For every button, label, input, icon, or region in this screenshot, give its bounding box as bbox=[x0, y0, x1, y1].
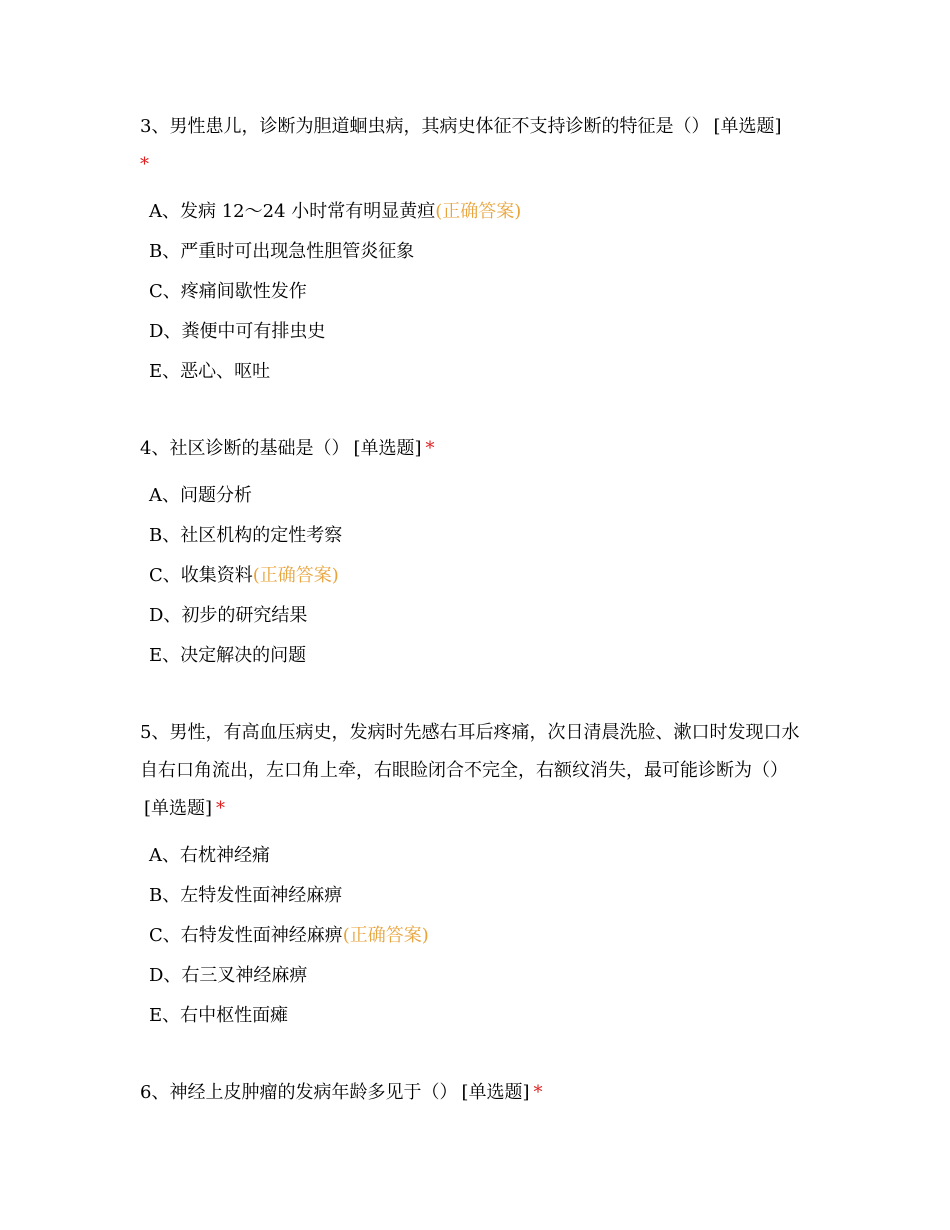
option-d[interactable] bbox=[140, 312, 805, 352]
question-text: 神经上皮肿瘤的发病年龄多见于（） bbox=[169, 1082, 458, 1103]
option-text: 左特发性面神经麻痹 bbox=[180, 885, 343, 906]
required-mark: * bbox=[140, 154, 149, 175]
option-c[interactable] bbox=[140, 556, 805, 596]
required-mark: * bbox=[533, 1082, 543, 1103]
option-text: 右中枢性面瘫 bbox=[180, 1005, 289, 1026]
option-text: 发病 12～24 小时常有明显黄疸 bbox=[180, 201, 436, 222]
option-text: 初步的研究结果 bbox=[181, 605, 308, 626]
option-c[interactable] bbox=[140, 272, 805, 312]
option-c[interactable] bbox=[140, 916, 805, 956]
option-list bbox=[140, 192, 805, 392]
question-number: 5、 bbox=[140, 722, 170, 743]
question-type-label: [单选题] bbox=[144, 798, 213, 819]
option-text: 决定解决的问题 bbox=[180, 645, 307, 666]
option-e[interactable] bbox=[140, 996, 805, 1036]
option-text: 问题分析 bbox=[180, 485, 252, 506]
option-text: 社区机构的定性考察 bbox=[180, 525, 343, 546]
question-stem bbox=[140, 714, 805, 828]
option-list bbox=[140, 476, 805, 676]
option-letter: A、 bbox=[149, 485, 180, 506]
option-e[interactable] bbox=[140, 352, 805, 392]
option-letter: C、 bbox=[149, 565, 181, 586]
option-e[interactable] bbox=[140, 636, 805, 676]
option-letter: B、 bbox=[149, 241, 181, 262]
option-letter: E、 bbox=[149, 1005, 181, 1026]
correct-answer-tag: (正确答案) bbox=[435, 201, 522, 222]
option-text: 疼痛间歇性发作 bbox=[180, 281, 307, 302]
option-d[interactable] bbox=[140, 596, 805, 636]
option-text: 右特发性面神经麻痹 bbox=[180, 925, 343, 946]
option-b[interactable] bbox=[140, 876, 805, 916]
question-stem bbox=[140, 108, 805, 184]
option-text: 右枕神经痛 bbox=[180, 845, 270, 866]
option-a[interactable] bbox=[140, 476, 805, 516]
option-text: 粪便中可有排虫史 bbox=[181, 321, 326, 342]
option-a[interactable] bbox=[140, 836, 805, 876]
option-text: 右三叉神经麻痹 bbox=[181, 965, 308, 986]
question-5 bbox=[140, 714, 805, 1036]
option-a[interactable] bbox=[140, 192, 805, 232]
question-type-label: [单选题] bbox=[353, 438, 422, 459]
question-text: 男性患儿，诊断为胆道蛔虫病，其病史体征不支持诊断的特征是（） bbox=[169, 116, 710, 137]
question-text: 男性，有高血压病史，发病时先感右耳后疼痛，次日清晨洗脸、漱口时发现口水自右口角流出，左口角上牵，右眼睑闭合不完全，右额纹消失，最可能诊断为（） bbox=[140, 722, 800, 781]
option-letter: C、 bbox=[149, 925, 181, 946]
option-text: 严重时可出现急性胆管炎征象 bbox=[180, 241, 415, 262]
option-b[interactable] bbox=[140, 232, 805, 272]
option-letter: C、 bbox=[149, 281, 181, 302]
option-letter: E、 bbox=[149, 361, 181, 382]
question-type-label: [单选题] bbox=[461, 1082, 530, 1103]
option-letter: D、 bbox=[149, 965, 182, 986]
question-number: 4、 bbox=[140, 438, 170, 459]
required-mark: * bbox=[216, 798, 226, 819]
correct-answer-tag: (正确答案) bbox=[252, 565, 339, 586]
option-letter: D、 bbox=[149, 321, 182, 342]
question-number: 3、 bbox=[140, 116, 170, 137]
question-6 bbox=[140, 1074, 805, 1112]
option-b[interactable] bbox=[140, 516, 805, 556]
question-stem bbox=[140, 1074, 805, 1112]
correct-answer-tag: (正确答案) bbox=[342, 925, 429, 946]
option-text: 收集资料 bbox=[180, 565, 253, 586]
option-letter: B、 bbox=[149, 885, 181, 906]
question-stem bbox=[140, 430, 805, 468]
option-text: 恶心、呕吐 bbox=[180, 361, 271, 382]
option-d[interactable] bbox=[140, 956, 805, 996]
question-text: 社区诊断的基础是（） bbox=[169, 438, 350, 459]
option-letter: A、 bbox=[149, 201, 180, 222]
option-letter: D、 bbox=[149, 605, 182, 626]
option-letter: E、 bbox=[149, 645, 181, 666]
question-number: 6、 bbox=[140, 1082, 170, 1103]
question-type-label: [单选题] bbox=[713, 116, 782, 137]
option-letter: A、 bbox=[149, 845, 180, 866]
question-4 bbox=[140, 430, 805, 676]
question-3 bbox=[140, 108, 805, 392]
option-letter: B、 bbox=[149, 525, 181, 546]
question-list bbox=[140, 108, 805, 1150]
required-mark: * bbox=[425, 438, 435, 459]
option-list bbox=[140, 836, 805, 1036]
